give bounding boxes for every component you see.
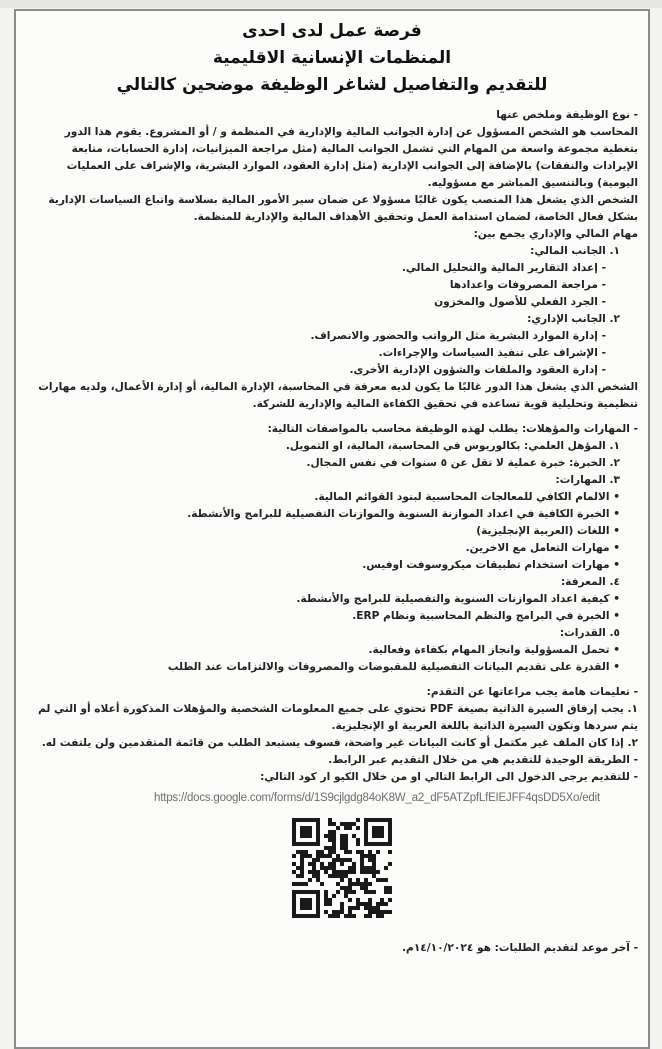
skill-item: • مهارات استخدام تطبيقات ميكروسوفت اوفيس. xyxy=(362,559,620,571)
skill-item: • الالمام الكافي للمعالجات المحاسبية لبنود القوائم المالية. xyxy=(314,491,620,503)
financial-item: - مراجعة المصروفات واعدادها xyxy=(449,279,606,291)
tasks-intro: مهام المالي والإداري يجمع بين: xyxy=(473,228,638,240)
job-ad-document xyxy=(26,18,638,957)
application-form-link[interactable]: https://docs.google.com/forms/d/1S9cjlgdg84oK8W_a2_dF5ATZpfLfEIEJFF4qsDD5Xo/edit xyxy=(154,792,600,804)
instruction-item: ١. يجب إرفاق السيرة الذاتية بصيغة PDF تحتوي على جميع المعلومات الشخصية والمؤهلات المذكورة أعلاه أو التي لم يتم سردها وتكون السيرة الذاتية باللغة العربية او الإنجليزية. xyxy=(38,703,638,732)
summary-paragraph-2: الشخص الذي يشغل هذا المنصب يكون غالبًا مسؤولا عن ضمان سير الأمور المالية بسلاسة واتباع السياسات الإدارية بشكل فعال الخاصة، لضمان استدامة العمل وتحقيق الأهداف المالية والإدارية للمنظمة. xyxy=(48,194,638,223)
instruction-item: ٢. إذا كان الملف غير مكتمل أو كانت البيانات غير واضحة، فسوف يستبعد الطلب من قائمة المتقدمين ولن يلتفت له. xyxy=(41,737,638,749)
ability-item: • تحمل المسؤولية وانجاز المهام بكفاءة وفعالية. xyxy=(368,644,620,656)
role-note: الشخص الذي يشغل هذا الدور غالبًا ما يكون لديه معرفة في المحاسبة، الإدارة المالية، أو إدارة الأعمال، ولديه مهارات تنظيمية وتحليلية قوية تساعده في تحقيق الكفاءة المالية والإدارية للشركة. xyxy=(38,381,638,410)
financial-item: - الجرد الفعلي للأصول والمخزون xyxy=(434,296,606,308)
summary-heading: - نوع الوظيفة وملخص عنها xyxy=(496,109,638,121)
financial-heading: ١. الجانب المالي: xyxy=(530,245,620,257)
knowledge-item: • الخبرة في البرامج والنظم المحاسبية ونظام ERP. xyxy=(352,610,620,622)
skill-item: • مهارات التعامل مع الاخرين. xyxy=(465,542,620,554)
knowledge-item: • كيفية اعداد الموازنات السنوية والتفصيلية للبرامج والأنشطة. xyxy=(296,593,620,605)
knowledge-heading: ٤. المعرفة: xyxy=(560,576,620,588)
title-line-2: المنظمات الإنسانية الاقليمية xyxy=(212,48,452,68)
instructions-heading: - تعليمات هامة يجب مراعاتها عن التقدم: xyxy=(426,686,638,698)
summary-paragraph-1: المحاسب هو الشخص المسؤول عن إدارة الجوانب المالية والإدارية في المنظمة و / أو المشروع. يقوم هذا الدور بتغطية مجموعة واسعة من المهام التي تشمل الجوانب المالية (مثل مراجعة الميزانيات، إدارة الحسابات، متابعة الإيرادات والنفقات) بالإضافة إلى الجوانب الإدارية (مثل إدارة العقود، الموارد البشرية، والإشراف على العمليات اليومية) وبالتنسيق المباشر مع مسؤوليه. xyxy=(64,126,638,189)
administrative-item: - إدارة الموارد البشرية مثل الرواتب والحضور والانصراف. xyxy=(310,330,606,342)
skills-heading: ٣. المهارات: xyxy=(555,474,620,486)
apply-note: - للتقديم يرجى الدخول الى الرابط التالي او من خلال الكيو ار كود التالي: xyxy=(260,771,638,783)
application-deadline: - آخر موعد لتقديم الطلبات: هو ١٤/١٠/٢٠٢٤م. xyxy=(402,942,638,954)
skill-item: • اللغات (العربية الإنجليزية) xyxy=(476,525,620,537)
title-line-1: فرصة عمل لدى احدى xyxy=(242,21,422,41)
administrative-heading: ٢. الجانب الإداري: xyxy=(527,313,620,325)
title-line-3: للتقديم والتفاصيل لشاغر الوظيفة موضحين كالتالي xyxy=(116,75,548,95)
financial-item: - إعداد التقارير المالية والتحليل المالي. xyxy=(401,262,606,274)
qualifications-heading: - المهارات والمؤهلات: يطلب لهذه الوظيفة محاسب بالمواصفات التالية: xyxy=(267,423,638,435)
scan-top-edge xyxy=(0,0,662,8)
experience-requirement: ٢. الخبرة: خبرة عملية لا تقل عن ٥ سنوات في نفس المجال. xyxy=(306,457,620,469)
abilities-heading: ٥. القدرات: xyxy=(559,627,620,639)
education-requirement: ١. المؤهل العلمي: بكالوريوس في المحاسبة، المالية، او التمويل. xyxy=(285,440,620,452)
administrative-item: - إدارة العقود والملفات والشؤون الإدارية الأخرى. xyxy=(349,364,606,376)
ability-item: • القدرة على تقديم البيانات التفصيلية للمقبوضات والمصروفات والالتزامات عند الطلب xyxy=(167,661,620,673)
skill-item: • الخبرة الكافية في اعداد الموازنة السنوية والموازنات التفصيلية للبرامج والأنشطة. xyxy=(187,508,620,520)
administrative-item: - الإشراف على تنفيذ السياسات والإجراءات. xyxy=(378,347,606,359)
only-method-note: - الطريقة الوحيدة للتقديم هي من خلال التقديم عبر الرابط. xyxy=(328,754,638,766)
qr-code-icon[interactable] xyxy=(292,818,392,918)
